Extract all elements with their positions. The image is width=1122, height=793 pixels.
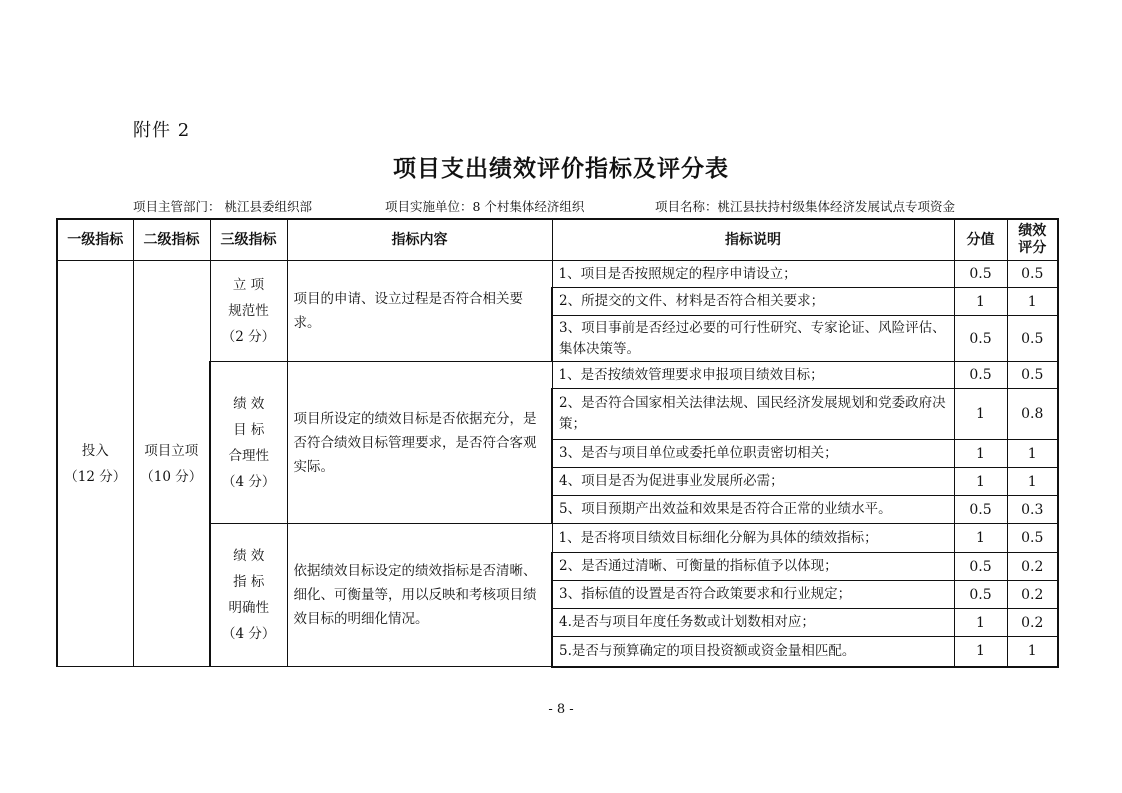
header-row [57, 219, 1058, 261]
score-value: 1 [954, 389, 1007, 440]
score-value: 0.5 [954, 581, 1007, 609]
performance-score: 0.2 [1007, 553, 1058, 581]
score-value: 1 [954, 524, 1007, 553]
indicator-description: 2、是否通过清晰、可衡量的指标值予以体现； [552, 553, 954, 581]
level2-cell [133, 261, 210, 667]
indicator-description: 1、是否按绩效管理要求申报项目绩效目标； [552, 362, 954, 389]
score-value: 0.5 [954, 496, 1007, 524]
performance-score: 0.5 [1007, 316, 1058, 362]
indicator-description: 4、项目是否为促进事业发展所必需； [552, 468, 954, 496]
score-value: 1 [954, 609, 1007, 637]
table-row [57, 261, 1058, 288]
project-name: 项目名称：桃江县扶持村级集体经济发展试点专项资金 [655, 199, 956, 214]
page-title: 项目支出绩效评价指标及评分表 [393, 156, 729, 182]
indicator-description: 3、项目事前是否经过必要的可行性研究、专家论证、风险评估、集体决策等。 [552, 316, 954, 362]
performance-score: 0.2 [1007, 581, 1058, 609]
performance-score: 0.5 [1007, 524, 1058, 553]
level3-cell [210, 362, 287, 524]
indicator-description: 5、项目预期产出效益和效果是否符合正常的业绩水平。 [552, 496, 954, 524]
score-value: 0.5 [954, 553, 1007, 581]
indicator-content: 项目所设定的绩效目标是否依据充分，是否符合绩效目标管理要求，是否符合客观实际。 [287, 362, 552, 524]
level3-line: 立 项 [232, 277, 265, 293]
indicator-description: 2、是否符合国家相关法律法规、国民经济发展规划和党委政府决策； [552, 389, 954, 440]
header-level2: 二级指标 [133, 219, 210, 261]
performance-score: 0.2 [1007, 609, 1058, 637]
score-value: 1 [954, 637, 1007, 667]
score-value: 0.5 [954, 261, 1007, 288]
level3-line: 绩 效 [233, 548, 265, 564]
performance-score: 1 [1007, 468, 1058, 496]
score-value: 1 [954, 288, 1007, 316]
level2-points: （10 分） [140, 468, 203, 485]
implementing-unit: 项目实施单位：8 个村集体经济组织 [385, 199, 585, 214]
indicator-description: 2、所提交的文件、材料是否符合相关要求； [552, 288, 954, 316]
level3-line: 目 标 [233, 421, 265, 438]
indicator-description: 4.是否与项目年度任务数或计划数相对应； [552, 609, 954, 637]
performance-score: 1 [1007, 288, 1058, 316]
score-value: 0.5 [954, 316, 1007, 362]
managing-department: 项目主管部门： 桃江县委组织部 [133, 199, 312, 214]
indicator-description: 3、指标值的设置是否符合政策要求和行业规定； [552, 581, 954, 609]
attachment-label: 附件 2 [133, 120, 191, 141]
header-content: 指标内容 [287, 219, 552, 261]
header-level1: 一级指标 [57, 219, 133, 261]
level1-cell [57, 261, 133, 667]
indicator-description: 3、是否与项目单位或委托单位职责密切相关； [552, 440, 954, 468]
level3-line: 合理性 [228, 447, 269, 464]
indicator-content: 依据绩效目标设定的绩效指标是否清晰、细化、可衡量等，用以反映和考核项目绩效目标的明细化情况。 [287, 524, 552, 667]
level3-line: 规范性 [228, 303, 269, 319]
level3-line: （4 分） [222, 473, 276, 490]
indicator-description: 1、项目是否按照规定的程序申请设立； [552, 261, 954, 288]
indicator-content: 项目的申请、设立过程是否符合相关要求。 [287, 261, 552, 362]
header-level3: 三级指标 [210, 219, 287, 261]
performance-score: 1 [1007, 440, 1058, 468]
performance-score: 0.8 [1007, 389, 1058, 440]
page-number: - 8 - [548, 702, 574, 717]
performance-score: 1 [1007, 637, 1058, 667]
performance-score: 0.5 [1007, 261, 1058, 288]
level2-name: 项目立项 [144, 442, 199, 459]
level1-name: 投入 [81, 442, 109, 459]
header-description: 指标说明 [552, 219, 954, 261]
score-value: 1 [954, 440, 1007, 468]
indicator-description: 1、是否将项目绩效目标细化分解为具体的绩效指标； [552, 524, 954, 553]
score-value: 0.5 [954, 362, 1007, 389]
level3-line: （2 分） [221, 329, 276, 345]
performance-score: 0.3 [1007, 496, 1058, 524]
score-value: 1 [954, 468, 1007, 496]
header-performance-score: 绩效评分 [1007, 219, 1058, 261]
level3-cell [210, 261, 287, 362]
level3-line: （4 分） [222, 626, 276, 642]
performance-score: 0.5 [1007, 362, 1058, 389]
level3-line: 指 标 [233, 574, 265, 590]
level3-line: 绩 效 [233, 395, 265, 412]
level1-points: （12 分） [64, 468, 127, 485]
level3-cell [210, 524, 287, 667]
level3-line: 明确性 [228, 600, 269, 616]
indicator-description: 5.是否与预算确定的项目投资额或资金量相匹配。 [552, 637, 954, 667]
evaluation-table [56, 218, 1059, 668]
header-score: 分值 [954, 219, 1007, 261]
